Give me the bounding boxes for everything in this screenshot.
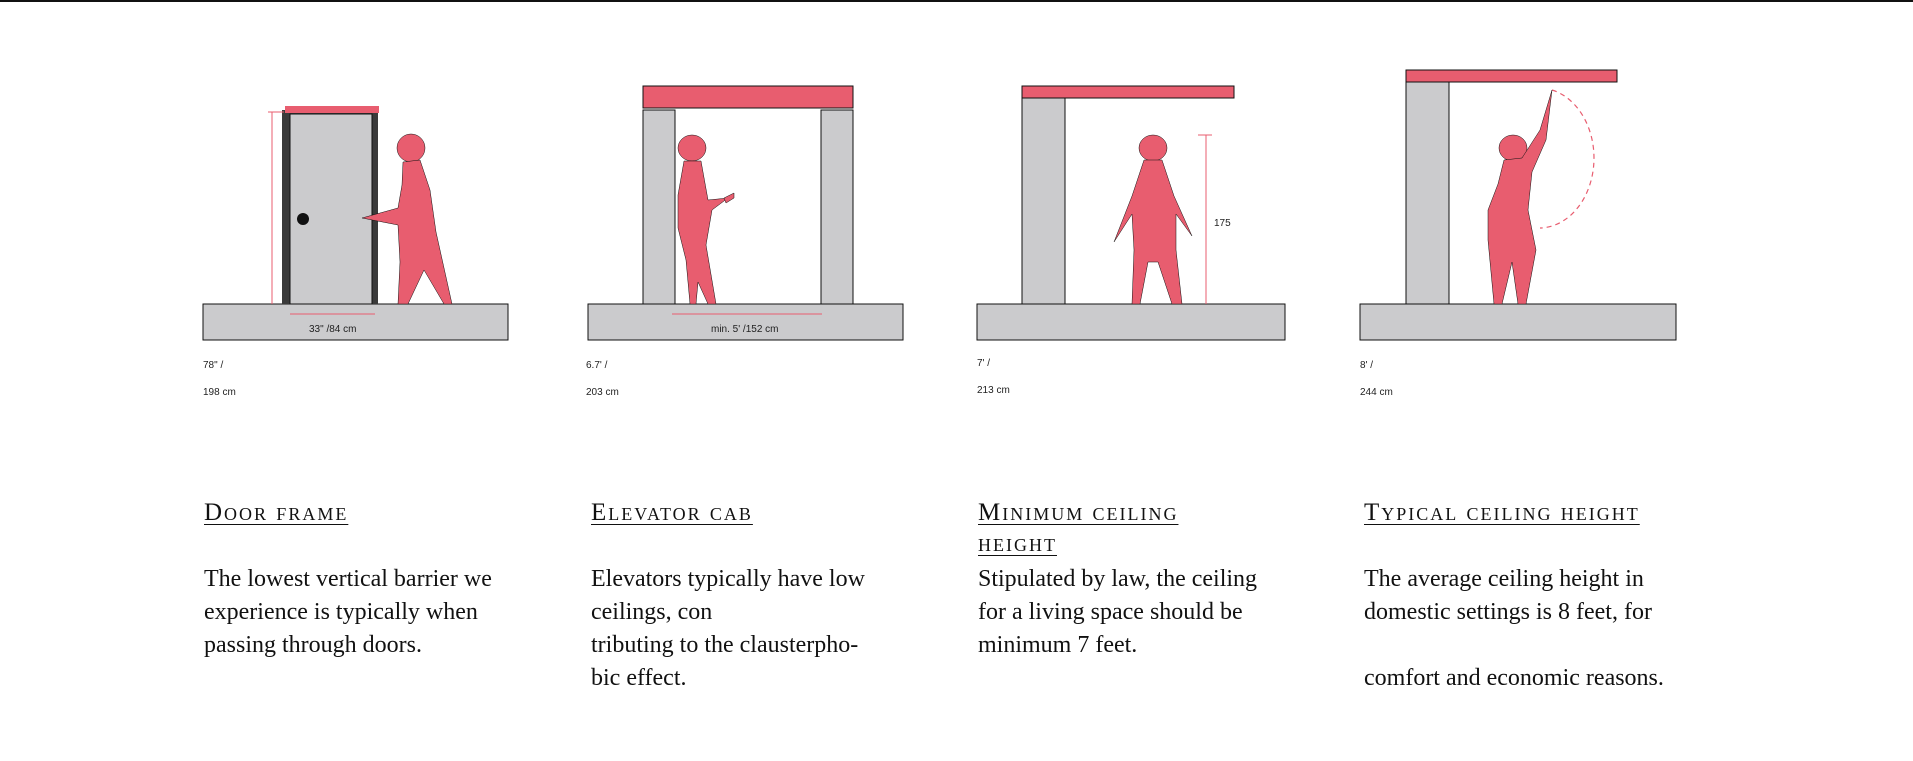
door-width-label: 33" /84 cm: [309, 324, 357, 335]
height-metric: 203 cm: [586, 387, 619, 398]
panel-description: Stipulated by law, the ceiling for a living space should be minimum 7 feet.: [978, 566, 1258, 658]
height-imperial: 8' /: [1360, 360, 1374, 371]
height-imperial: 7' /: [977, 358, 991, 369]
panel-description: The average ceiling height in domestic settings is 8 feet, for comfort and economic reasons.: [1364, 566, 1664, 691]
panel-title: Typical ceiling height: [1364, 499, 1640, 526]
cab-width-label: min. 5' /152 cm: [711, 324, 779, 335]
panel-description: The lowest vertical barrier we experience is typically when passing through doors.: [204, 566, 492, 658]
height-imperial: 78" /: [203, 360, 224, 371]
panel-description: Elevators typically have low ceilings, con tributing to the clausterpho- bic effect.: [591, 566, 865, 691]
height-metric: 213 cm: [977, 385, 1010, 396]
wall: [1406, 81, 1449, 304]
height-metric: 198 cm: [203, 387, 236, 398]
panel-title: Minimum ceiling height: [978, 499, 1179, 557]
person-icon: [1488, 90, 1552, 304]
person-height-label: 175: [1214, 218, 1231, 229]
panel-title: Elevator cab: [591, 499, 753, 526]
panel-title: Door frame: [204, 499, 349, 526]
ceiling-slab: [1406, 70, 1617, 82]
height-metric: 244 cm: [1360, 387, 1393, 398]
floor-slab: [1360, 304, 1676, 340]
height-imperial: 6.7' /: [586, 360, 608, 371]
